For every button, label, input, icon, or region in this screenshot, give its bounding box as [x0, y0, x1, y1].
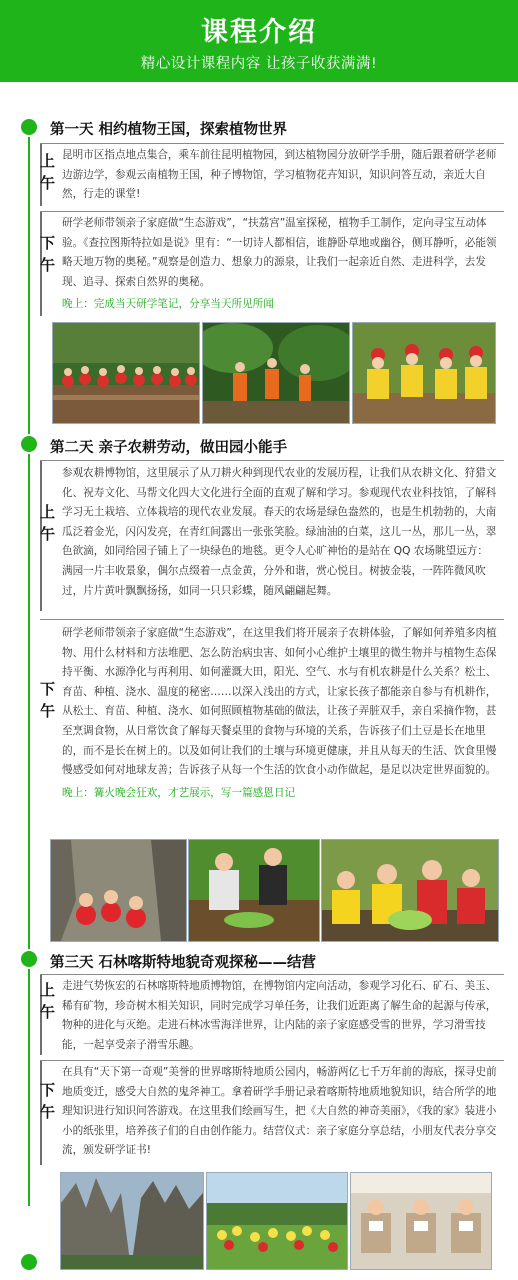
afternoon-label: 下 午 — [40, 1081, 56, 1121]
morning-label: 上 午 — [40, 503, 56, 543]
timeline-dot-day2 — [21, 436, 37, 452]
page-subtitle: 精心设计课程内容 让孩子收获满满! — [140, 56, 378, 72]
timeline-line — [28, 126, 30, 1206]
day2-title: 第二天 亲子农耕劳动，做田园小能手 — [50, 440, 288, 456]
day1-afternoon-block — [40, 211, 504, 316]
bus-kids-photo — [350, 1172, 492, 1270]
day3-morning-text: 走进气势恢宏的石林喀斯特地质博物馆，在博物馆内定向活动，参观学习化石、矿石、美玉、稀有矿物，珍奇树木相关知识，同时完成学习单任务，让我们近距离了解生命的起源与传承，物种的进化与灭绝。走进石林冰雪海洋世界，让内陆的亲子家庭感受雪的世界，学习滑雪技能，一起享受亲子滑雪乐趣。 — [62, 980, 497, 1051]
timeline-dot-day1 — [21, 119, 37, 135]
afternoon-label: 下 午 — [40, 234, 56, 274]
day3-afternoon-text: 在具有“天下第一奇观”美誉的世界喀斯特地质公园内，畅游两亿七千万年前的海底，探寻史前地质变迁，感受大自然的鬼斧神工。拿着研学手册记录着喀斯特地质地貌知识，结合所学的地理知识进行知识问答游戏。在这里我们绘画写生，把《大自然的神奇美丽》，《我的家》装进小小的纸张里，培养孩子们的自由创作能力。结营仪式：亲子家庭分享总结，小朋友代表分享交流，颁发研学证书! — [62, 1066, 497, 1157]
timeline-dot-end — [21, 1254, 37, 1270]
stone-forest-photo — [60, 1172, 204, 1270]
morning-label: 上 午 — [40, 981, 56, 1021]
farm-kids-photo — [188, 839, 320, 942]
day2-afternoon-block — [40, 619, 504, 834]
page-title: 课程介绍 — [201, 17, 317, 48]
day2-evening-text: 晚上：篝火晚会狂欢，才艺展示，写一篇感恩日记 — [62, 786, 296, 799]
day3-afternoon-block — [40, 1060, 504, 1165]
day3-morning-block — [40, 974, 504, 1055]
day2-morning-block — [40, 460, 504, 611]
day1-evening-text: 晚上：完成当天研学笔记，分享当天所见所闻 — [62, 298, 274, 311]
day2-morning-text: 参观农耕博物馆，这里展示了从刀耕火种到现代农业的发展历程，让我们从农耕文化、狩猎文化、祝寿文化、马帮文化四大文化进行全面的直观了解和学习。参观现代农业科技馆，了解科学习无土栽培、立体栽培的现代农业发展。春天的农场是绿色盎然的，也是生机勃勃的，大南瓜泛着金光，闪闪发亮，在青红间露出一张张笑脸。绿油油的白菜，这儿一丛，那儿一丛，翠色欲滴，如同给园子铺上了一块绿色的地毯。更令人心旷神怡的是站在 QQ 农场眺望远方：满园一片丰收景象，偶尔点缀着一点金黄，分外和谐，赏心悦目。树披金装，一阵阵微风吹过，片片黄叶飘飘扬扬，如同一只只彩蝶，随风翩翩起舞。 — [62, 467, 497, 597]
day1-afternoon-text: 研学老师带领亲子家庭做“生态游戏”，“扶荔宫”温室探秘，植物手工制作，定向寻宝互动体验。《查拉图斯特拉如是说》里有：“一切诗人都相信，谁静卧草地或幽谷，侧耳静听，必能领略天地万物的奥秘。”观察是创造力、想象力的源泉，让我们一起亲近自然、走进科学，去发现、追寻、探索自然界的奥秘。 晚上：完成当天研学笔记，分享当天所见所闻 — [62, 214, 498, 315]
day1-title: 第一天 相约植物王国，探索植物世界 — [50, 122, 288, 138]
group-photo — [52, 322, 200, 424]
day1-morning-block — [40, 143, 504, 206]
cabbage-harvest-photo — [321, 839, 499, 942]
kids-in-yellow-photo — [352, 322, 496, 424]
afternoon-label: 下 午 — [40, 680, 56, 720]
day3-title: 第三天 石林喀斯特地貌奇观探秘——结营 — [50, 955, 317, 971]
header-banner — [0, 0, 518, 82]
kids-on-lawn-photo — [206, 1172, 348, 1270]
timeline-dot-day3 — [21, 951, 37, 967]
day1-morning-text: 昆明市区指点地点集合，乘车前往昆明植物园，到达植物园分放研学手册，随后跟着研学老师边游边学，参观云南植物王国，种子博物馆，学习植物花卉知识，知识问答互动，亲近大自然，行走的课堂! — [62, 149, 497, 201]
jungle-walk-photo — [202, 322, 350, 424]
day2-afternoon-text: 研学老师带领亲子家庭做“生态游戏”，在这里我们将开展亲子农耕体验，了解如何养殖多肉植物、用什么材料和方法堆肥、怎么防治病虫害、如何小心维护土壤里的微生物并与植物生态保持平衡、水源净化与再利用、如何灌溉大田，阳光、空气、水与有机农耕是什么关系？松土、育苗、种植、浇水、温度的秘密……以深入浅出的方式，让家长孩子都能亲自参与有机耕作，从松土、育苗、种植、浇水、如何照顾植物基础的做法，让孩子弄脏双手，亲自采摘作物，甚至烹调食物，从日常饮食了解每天餐桌里的食物与环境的关系，告诉孩子们土豆是长在地里的，而不是长在树上的。以及如何让我们的土壤与环境更健康，并且从每天的生活、饮食里慢慢感受如何对地球友善；告诉孩子从每一个生活的饮食小动作做起，是足以决定世界面貌的。 晚上：篝火晚会狂欢，才艺展示，写一篇感恩日记 — [62, 624, 498, 803]
morning-label: 上 午 — [40, 152, 56, 192]
stone-forest-kids-photo — [50, 839, 187, 942]
